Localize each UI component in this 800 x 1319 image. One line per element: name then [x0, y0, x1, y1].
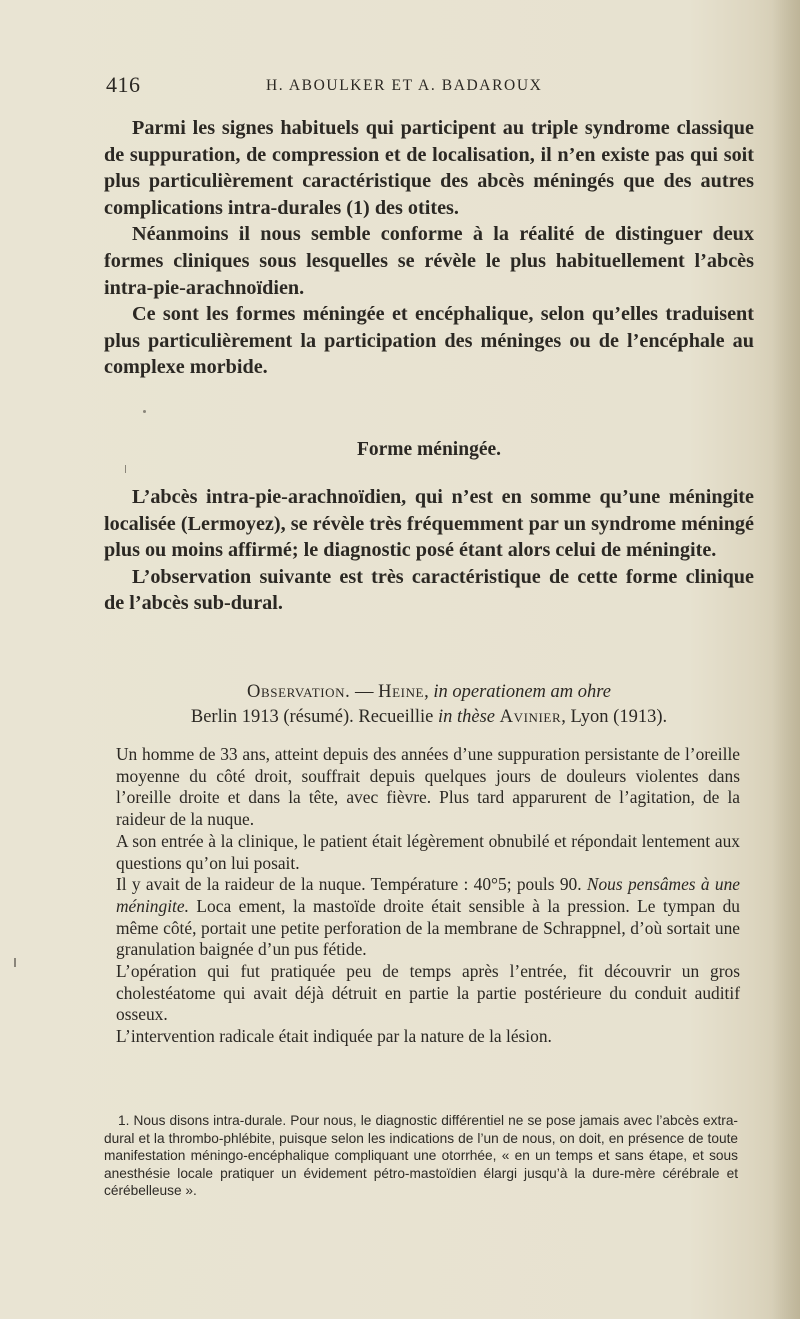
- paragraph: Parmi les signes habituels qui participent au triple syndrome classique de suppuration, de compression et de localisation, il n’en existe pas qui soit plus particulièrement caractéristique des abcès méningés que des autres complications intra-durales (1) des otites.: [104, 117, 754, 219]
- paragraph: Néanmoins il nous semble conforme à la réalité de distinguer deux formes cliniques sous lesquelles se révèle le plus habituellement l’abcès intra-pie-arachnoïdien.: [104, 223, 754, 299]
- case-text: Il y avait de la raideur de la nuque. Température : 40°5; pouls 90.: [116, 874, 587, 895]
- observation-thesis-italic: in thèse: [437, 707, 496, 727]
- case-paragraph: L’intervention radicale était indiquée par la nature de la lésion.: [116, 1026, 552, 1047]
- observation-comma: ,: [424, 682, 434, 702]
- section-title: Forme méningée.: [356, 439, 502, 460]
- running-head: H. ABOULKER ET A. BADAROUX: [266, 77, 543, 94]
- case-paragraph: Un homme de 33 ans, atteint depuis des années d’une suppuration persistante de l’oreille moyenne du côté droit, souffrait depuis quelques jours de douleurs violentes dans l’oreille droite et dans la tête, avec fièvre. Plus tard apparurent de l’agitation, de la raideur de la nuque.: [116, 744, 740, 830]
- section-body: [104, 484, 754, 617]
- paragraph: L’abcès intra-pie-arachnoïdien, qui n’est en somme qu’une méningite localisée (Lermoyez), se révèle très fréquemment par un syndrome méningé plus ou moins affirmé; le diagnostic posé étant alors celui de méningite.: [104, 486, 754, 562]
- case-text: Loca ement, la mastoïde droite était sensible à la pression. Le tympan du même côté, portait une petite perforation de la membrane de Schrappnel, d’où sortait une granulation baignée d’un pus fétide.: [116, 895, 740, 960]
- case-paragraph: [116, 874, 740, 961]
- footnote-text: 1. Nous disons intra-durale. Pour nous, le diagnostic différentiel ne se pose jamais avec l’abcès extra-dural et la thrombo-phlébite, puisque selon les indications de l’un de nous, on doit, en présence de toute manifestation méningo-encéphalique compliquant une otorrhée, « en un temps et sans étape, et sous anesthésie locale pratiquer un évidement pétro-mastoïdien élargi jusqu’à la dure-mère cérébrale et cérébelleuse ».: [104, 1113, 738, 1199]
- observation-thesis-author: Avinier: [499, 707, 562, 727]
- observation-source: Berlin 1913 (résumé). Recueillie: [190, 707, 438, 727]
- footnote: [104, 1112, 738, 1200]
- intro-text: [104, 115, 754, 381]
- case-paragraph: A son entrée à la clinique, le patient était légèrement obnubilé et répondait lentement aux questions qu’on lui posait.: [116, 830, 740, 873]
- paragraph: L’observation suivante est très caractéristique de cette forme clinique de l’abcès sub-dural.: [104, 565, 754, 615]
- observation-author: Heine: [378, 682, 425, 702]
- observation-reference: in operationem am ohre: [433, 682, 611, 702]
- page-header: [106, 72, 756, 102]
- observation-label: Observation.: [247, 682, 351, 702]
- case-italic: Nous pensâmes à une méningite.: [116, 874, 740, 916]
- observation-place: , Lyon (1913).: [561, 707, 668, 727]
- case-report: [116, 744, 740, 1048]
- print-speck: [125, 465, 126, 473]
- paragraph: Ce sont les formes méningée et encéphalique, selon qu’elles traduisent plus particulièrement la participation des méninges ou de l’encéphale au complexe morbide.: [104, 303, 754, 379]
- page-number: 416: [106, 72, 141, 97]
- observation-heading: [104, 680, 754, 730]
- observation-line-1: [104, 680, 754, 705]
- case-paragraph: L’opération qui fut pratiquée peu de temps après l’entrée, fit découvrir un gros cholestéatome qui avait déjà détruit en partie la partie postérieure du conduit auditif osseux.: [116, 961, 740, 1025]
- observation-dash: —: [350, 682, 379, 702]
- print-speck: [14, 958, 16, 967]
- observation-line-2: [104, 705, 754, 730]
- print-speck: [143, 410, 146, 413]
- page-gutter-shadow: [772, 0, 800, 1319]
